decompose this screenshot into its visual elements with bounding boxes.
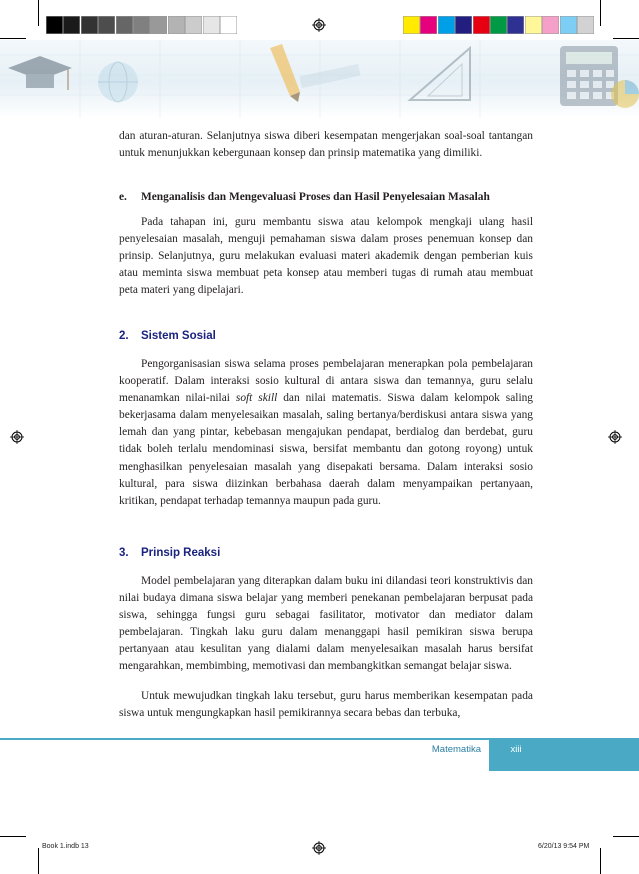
page-number: xiii: [510, 744, 522, 755]
crop-mark-top-left-vertical: [38, 0, 39, 26]
section-title: Prinsip Reaksi: [141, 547, 221, 559]
section-number: 2.: [119, 330, 129, 342]
globe-icon: [98, 62, 138, 102]
subheading-e-number: e.: [119, 191, 127, 203]
process-swatch: [403, 16, 420, 34]
section-number: 3.: [119, 547, 129, 559]
crop-mark-bottom-right-horizontal: [613, 836, 639, 837]
footer-book-title: Matematika: [431, 744, 481, 755]
gray-swatch: [150, 16, 167, 34]
section-title: Sistem Sosial: [141, 330, 216, 342]
gray-swatch: [220, 16, 237, 34]
gray-swatch: [63, 16, 80, 34]
header-banner: [0, 40, 639, 118]
paragraph-e: Pada tahapan ini, guru membantu siswa atau kelompok mengkaji ulang hasil penyelesaian masalah, menguji pemahaman siswa dalam proses penemuan konsep dan prinsip. Selanjutnya, guru melakukan evaluasi materi akademik dengan pemberian kuis atau meminta siswa membuat peta konsep atau memberi tugas di rumah atau membuat peta materi yang dipelajari.: [119, 216, 533, 297]
crop-mark-top-left-horizontal: [0, 38, 26, 39]
gray-swatch: [133, 16, 150, 34]
gray-swatch: [46, 16, 63, 34]
process-swatch: [542, 16, 559, 34]
footer-rule: [0, 738, 489, 740]
process-swatch: [455, 16, 472, 34]
process-swatch: [525, 16, 542, 34]
ruler-icon: [299, 64, 360, 88]
process-swatch: [420, 16, 437, 34]
paragraph-prinsip-reaksi-1: Model pembelajaran yang diterapkan dalam buku ini dilandasi teori konstruktivis dan nilai budaya dimana siswa belajar yang memberi penekanan pembelajaran berpusat pada siswa, sehingga fungsi guru sebagai fasilitator, motivator dan mediator dalam pembelajaran. Tingkah laku guru dalam menanggapi hasil pemikiran siswa berupa pertanyaan atau kesulitan yang dialami dalam menyelesaikan masalah harus bersifat mengarahkan, membimbing, memotivasi dan membangkitkan semangat belajar siswa.: [119, 575, 533, 673]
graduation-cap-icon: [8, 56, 72, 90]
slug-timestamp: 6/20/13 9:54 PM: [538, 843, 590, 850]
registration-mark-top-icon: [312, 18, 326, 32]
paragraph-text-part-2: dan nilai matematis. Siswa dalam kelompok saling bekerjasama dalam menyelesaikan masalah, saling bertanya/berdiskusi antara siswa yang lemah dan yang pintar, kebebasan mengajukan pendapat, berdialog dan berdebat, guru tidak boleh terlalu mendominasi siswa, bersifat membantu dan gotong royong) untuk menghasilkan penyelesaian masalah yang disepakati bersama. Dalam interaksi sosio kultural, para siswa diizinkan berbahasa daerah dalam menyampaikan pertanyaan, kritikan, pendapat terhadap temannya maupun pada guru.: [119, 392, 534, 507]
process-swatch: [560, 16, 577, 34]
pencil-icon: [270, 44, 300, 102]
pie-chart-icon: [611, 80, 639, 108]
gray-swatch: [116, 16, 133, 34]
registration-mark-bottom-icon: [312, 841, 326, 855]
process-swatch: [438, 16, 455, 34]
subheading-e: [119, 191, 539, 203]
crop-mark-top-right-horizontal: [613, 38, 639, 39]
paragraph-text-part-1: Pengorganisasian siswa selama proses pembelajaran menerapkan pola pembelajaran kooperatif. Dalam interaksi sosio kultural di antara siswa dan temannya, guru selalu menanamkan nilai-nilai: [119, 358, 533, 405]
section-heading-sistem-sosial: [119, 330, 216, 342]
slug-file-name: Book 1.indb 13: [42, 843, 89, 850]
gray-swatch: [81, 16, 98, 34]
gray-swatch: [168, 16, 185, 34]
process-swatch: [490, 16, 507, 34]
gray-swatch: [98, 16, 115, 34]
gray-swatch: [185, 16, 202, 34]
process-swatch: [473, 16, 490, 34]
section-heading-prinsip-reaksi: [119, 547, 220, 559]
registration-mark-right-icon: [608, 430, 622, 444]
soft-skill-term: soft skill: [235, 392, 278, 405]
crop-mark-bottom-left-vertical: [38, 848, 39, 874]
paragraph-prinsip-reaksi-2: Untuk mewujudkan tingkah laku tersebut, guru harus memberikan kesempatan pada siswa untuk mengungkapkan hasil pemikirannya secara bebas dan terbuka,: [119, 690, 533, 720]
crop-mark-bottom-right-vertical: [600, 848, 601, 874]
set-square-icon: [410, 48, 470, 100]
subheading-e-title: Menganalisis dan Mengevaluasi Proses dan Hasil Penyelesaian Masalah: [141, 191, 490, 203]
paragraph-sistem-sosial: [119, 356, 533, 510]
banner-illustration: [0, 40, 639, 118]
process-swatch: [577, 16, 594, 34]
crop-mark-top-right-vertical: [600, 0, 601, 26]
gray-swatch: [203, 16, 220, 34]
calculator-icon: [560, 46, 618, 106]
registration-mark-left-icon: [10, 430, 24, 444]
process-swatch: [507, 16, 524, 34]
paragraph-intro: dan aturan-aturan. Selanjutnya siswa diberi kesempatan mengerjakan soal-soal tantangan untuk menunjukkan kebergunaan konsep dan prinsip matematika yang dimiliki.: [119, 130, 533, 160]
crop-mark-bottom-left-horizontal: [0, 836, 26, 837]
